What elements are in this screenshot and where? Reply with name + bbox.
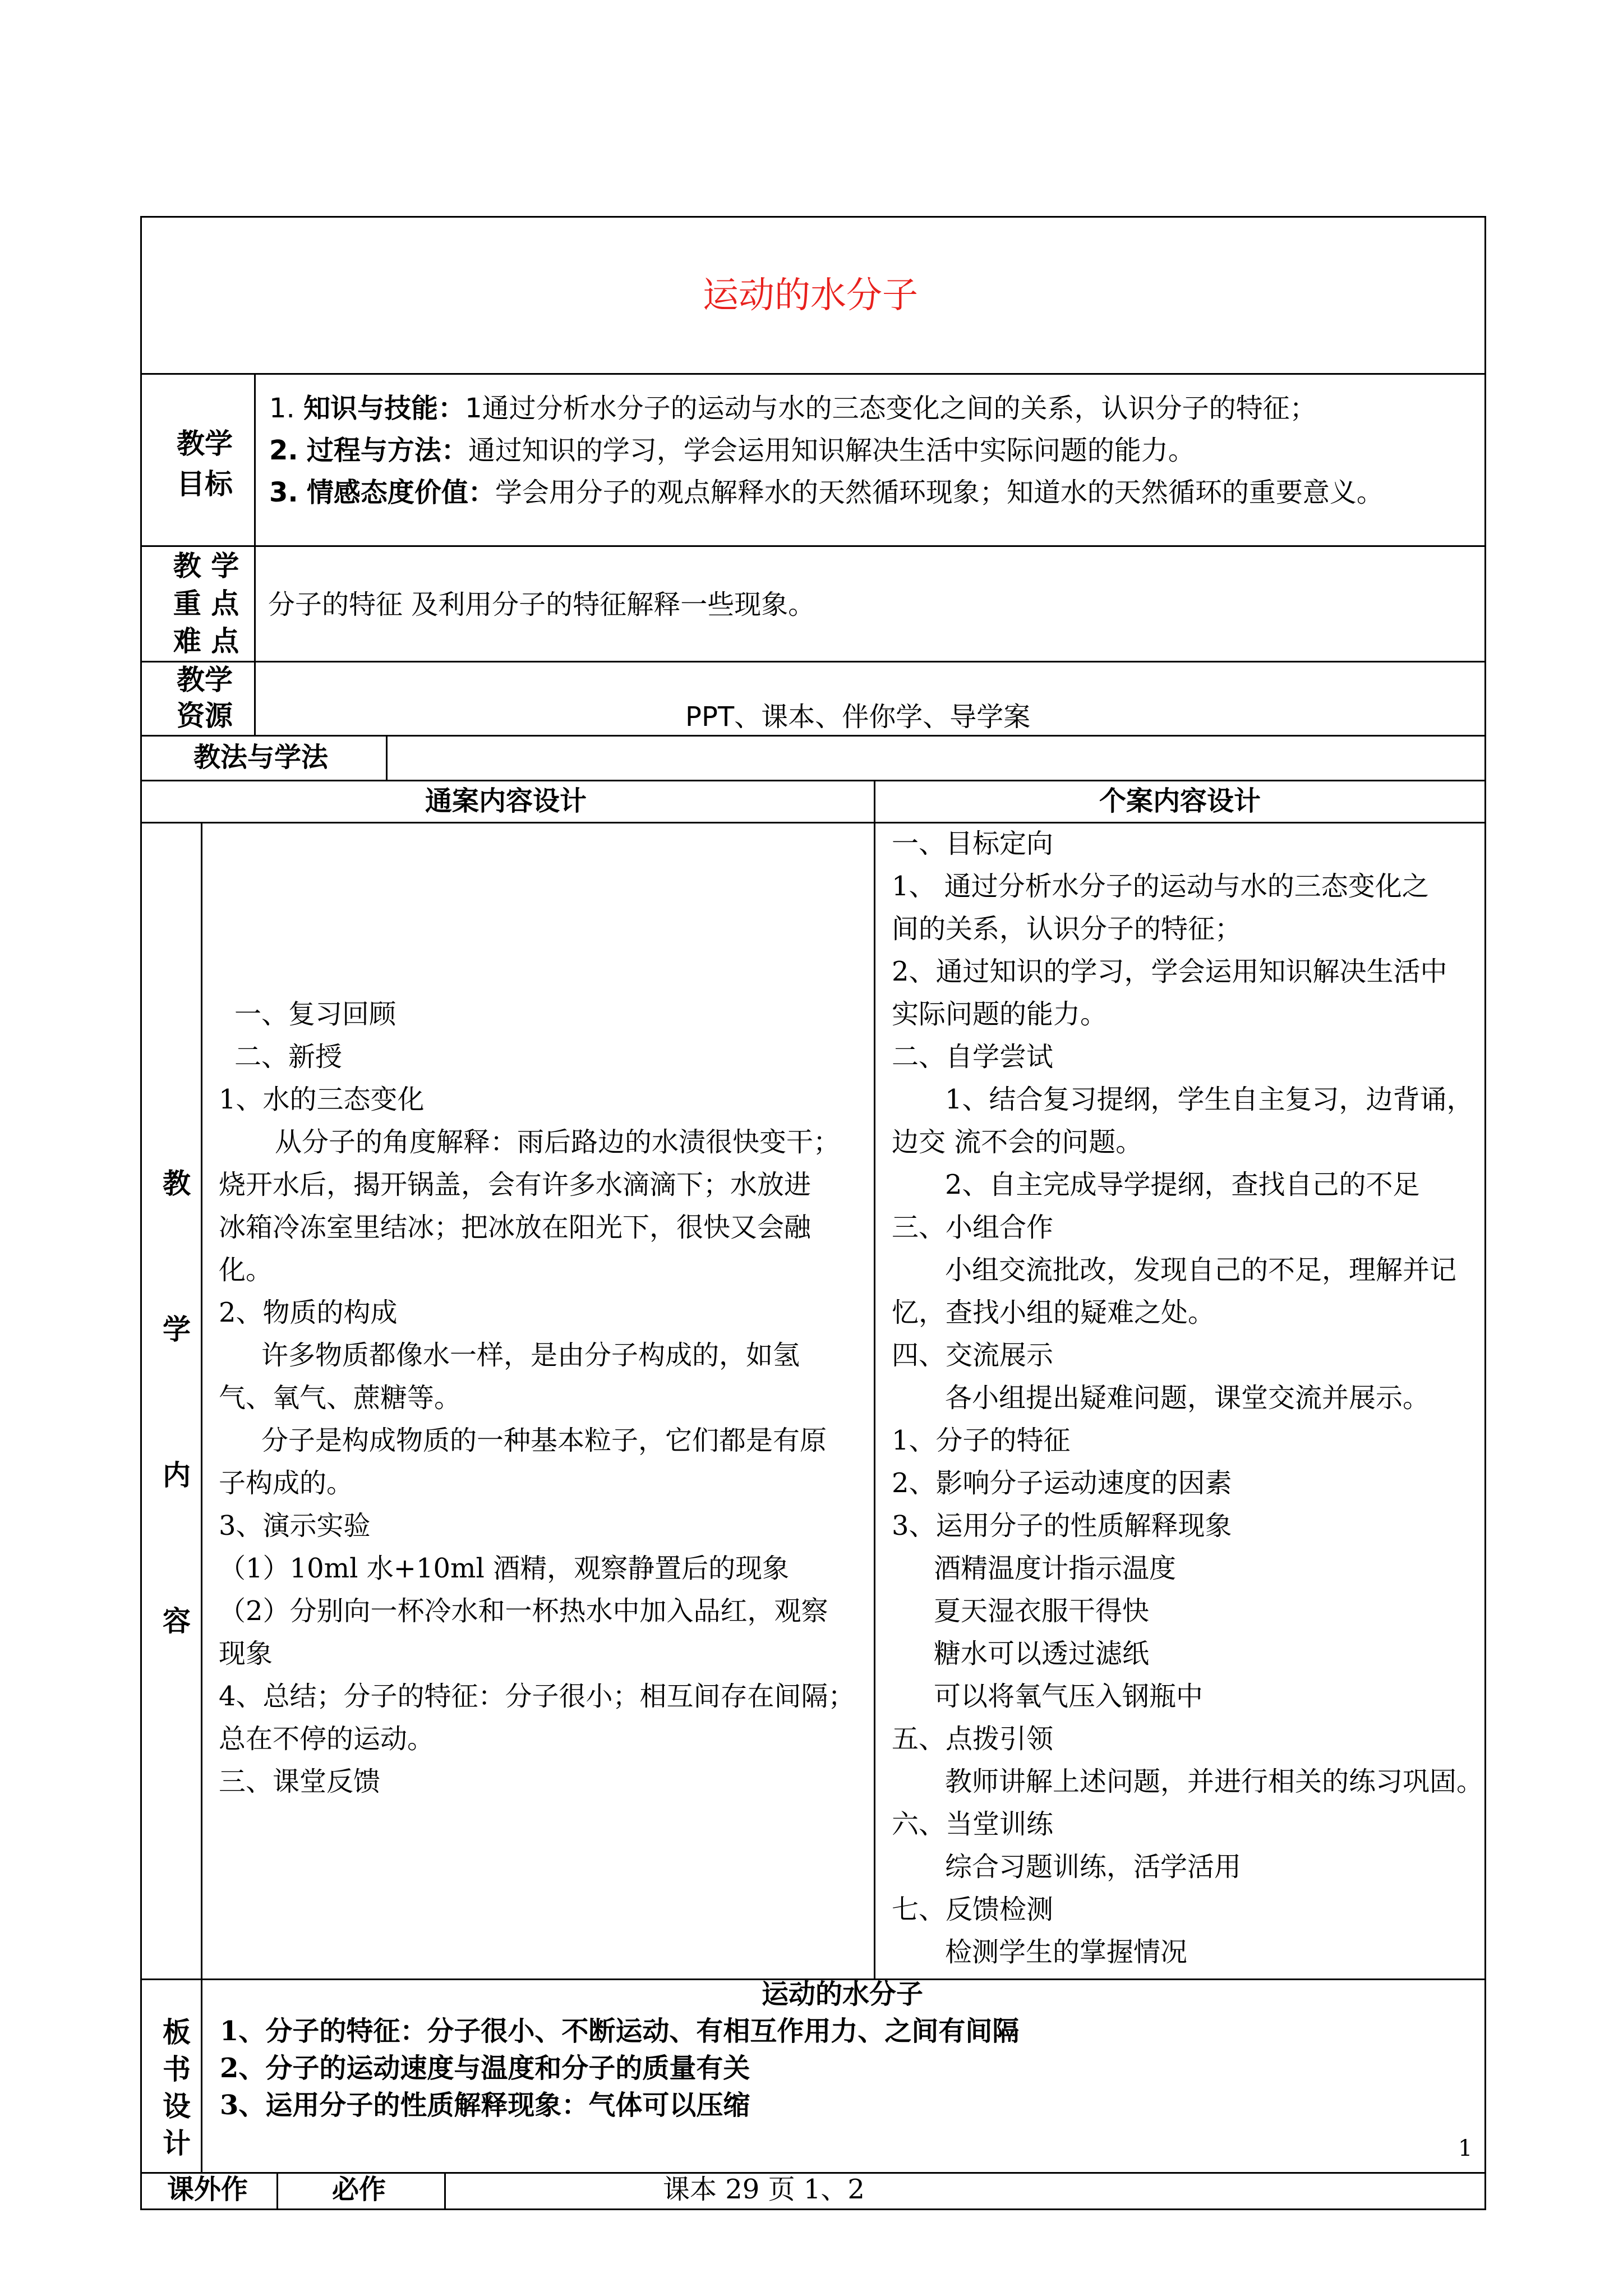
left-line: 2、物质的构成 bbox=[219, 1297, 398, 1328]
right-line: 七、反馈检测 bbox=[892, 1894, 1054, 1925]
right-line: 1、结合复习提纲，学生自主复习，边背诵， bbox=[945, 1084, 1474, 1115]
left-line: 1、水的三态变化 bbox=[219, 1084, 425, 1115]
left-line: 分子是构成物质的一种基本粒子，它们都是有原 bbox=[261, 1425, 827, 1456]
objectives-label: 教学 目标 bbox=[177, 427, 233, 500]
left-line: 许多物质都像水一样，是由分子构成的，如氢 bbox=[261, 1340, 800, 1371]
right-line: 夏天湿衣服干得快 bbox=[934, 1595, 1150, 1627]
board-line-1: 1、分子的特征：分子很小、不断运动、有相互作用力、之间有间隔 bbox=[220, 2016, 1020, 2047]
key-points-label: 教 学 重 点 难 点 bbox=[173, 549, 239, 657]
right-line: 糖水可以透过滤纸 bbox=[934, 1638, 1150, 1669]
right-design-header: 个案内容设计 bbox=[1099, 785, 1261, 817]
left-line: 3、演示实验 bbox=[219, 1510, 371, 1542]
homework-text: 课本 29 页 1、2 bbox=[663, 2174, 865, 2205]
left-line: 子构成的。 bbox=[219, 1467, 354, 1499]
right-line: 二、自学尝试 bbox=[892, 1041, 1054, 1073]
right-line: 六、当堂训练 bbox=[892, 1809, 1054, 1840]
board-title: 运动的水分子 bbox=[762, 1978, 924, 2010]
objective-item-3: 3. 情感态度价值：学会用分子的观点解释水的天然循环现象；知道水的天然循环的重要意义。 bbox=[269, 477, 1384, 508]
content-label-2: 学 bbox=[163, 1313, 191, 1346]
right-line: 3、运用分子的性质解释现象 bbox=[892, 1510, 1232, 1542]
key-points-text: 分子的特征 及利用分子的特征解释一些现象。 bbox=[268, 589, 815, 620]
right-line: 综合习题训练，活学活用 bbox=[945, 1851, 1242, 1883]
right-line: 一、目标定向 bbox=[892, 828, 1054, 859]
content-label-3: 内 bbox=[163, 1458, 191, 1492]
resources-text: PPT、课本、伴你学、导学案 bbox=[685, 701, 1031, 733]
left-line: 4、总结；分子的特征：分子很小；相互间存在间隔； bbox=[219, 1681, 855, 1712]
right-line: 各小组提出疑难问题，课堂交流并展示。 bbox=[945, 1382, 1430, 1414]
left-line: 一、复习回顾 bbox=[234, 999, 396, 1030]
right-line: 教师讲解上述问题，并进行相关的练习巩固。 bbox=[945, 1766, 1484, 1797]
left-line: 化。 bbox=[219, 1254, 273, 1286]
right-line: 边交 流不会的问题。 bbox=[892, 1126, 1143, 1158]
right-line: 2、通过知识的学习，学会运用知识解决生活中 bbox=[892, 956, 1447, 987]
left-line: 冰箱冷冻室里结冰；把冰放在阳光下，很快又会融 bbox=[219, 1212, 811, 1243]
homework-type: 必作 bbox=[332, 2174, 386, 2205]
methods-label: 教法与学法 bbox=[193, 742, 329, 773]
page-number: 1 bbox=[1458, 2136, 1473, 2161]
right-line: 可以将氧气压入钢瓶中 bbox=[934, 1681, 1204, 1712]
board-line-2: 2、分子的运动速度与温度和分子的质量有关 bbox=[220, 2053, 750, 2084]
right-line: 实际问题的能力。 bbox=[892, 999, 1108, 1030]
right-line: 四、交流展示 bbox=[892, 1340, 1054, 1371]
left-line: 总在不停的运动。 bbox=[219, 1723, 435, 1755]
right-line: 2、自主完成导学提纲，查找自己的不足 bbox=[945, 1169, 1420, 1200]
left-line: 现象 bbox=[219, 1638, 273, 1669]
right-line: 检测学生的掌握情况 bbox=[945, 1936, 1188, 1968]
objective-item-1: 1. 知识与技能：1通过分析水分子的运动与水的三态变化之间的关系，认识分子的特征； bbox=[269, 393, 1317, 424]
right-line: 间的关系，认识分子的特征； bbox=[892, 913, 1242, 945]
board-line-3: 3、运用分子的性质解释现象：气体可以压缩 bbox=[220, 2090, 750, 2121]
board-label: 板 书 设 计 bbox=[163, 2016, 191, 2160]
left-line: 三、课堂反馈 bbox=[219, 1766, 381, 1797]
right-line: 忆，查找小组的疑难之处。 bbox=[892, 1297, 1215, 1328]
content-label-4: 容 bbox=[163, 1604, 191, 1637]
resources-label: 教学 资源 bbox=[177, 663, 233, 732]
content-label-1: 教 bbox=[163, 1167, 191, 1200]
left-line: （1）10ml 水+10ml 酒精，观察静置后的现象 bbox=[219, 1553, 790, 1584]
right-line: 五、点拨引领 bbox=[892, 1723, 1054, 1755]
right-line: 1、 通过分析水分子的运动与水的三态变化之 bbox=[892, 871, 1429, 902]
objective-item-2: 2. 过程与方法：通过知识的学习，学会运用知识解决生活中实际问题的能力。 bbox=[269, 435, 1195, 466]
right-line: 酒精温度计指示温度 bbox=[934, 1553, 1177, 1584]
left-line: 气、氧气、蔗糖等。 bbox=[219, 1382, 462, 1414]
right-line: 2、影响分子运动速度的因素 bbox=[892, 1467, 1232, 1499]
homework-label: 课外作 bbox=[167, 2174, 248, 2205]
left-line: （2）分别向一杯冷水和一杯热水中加入品红，观察 bbox=[219, 1595, 828, 1627]
left-line: 二、新授 bbox=[234, 1041, 343, 1073]
right-line: 小组交流批改，发现自己的不足，理解并记 bbox=[945, 1254, 1457, 1286]
right-line: 三、小组合作 bbox=[892, 1212, 1054, 1243]
left-line: 烧开水后，揭开锅盖，会有许多水滴滴下；水放进 bbox=[219, 1169, 811, 1200]
left-design-header: 通案内容设计 bbox=[425, 785, 587, 817]
left-line: 从分子的角度解释：雨后路边的水渍很快变干； bbox=[275, 1126, 841, 1158]
right-line: 1、分子的特征 bbox=[892, 1425, 1071, 1456]
page-title: 运动的水分子 bbox=[703, 275, 918, 316]
